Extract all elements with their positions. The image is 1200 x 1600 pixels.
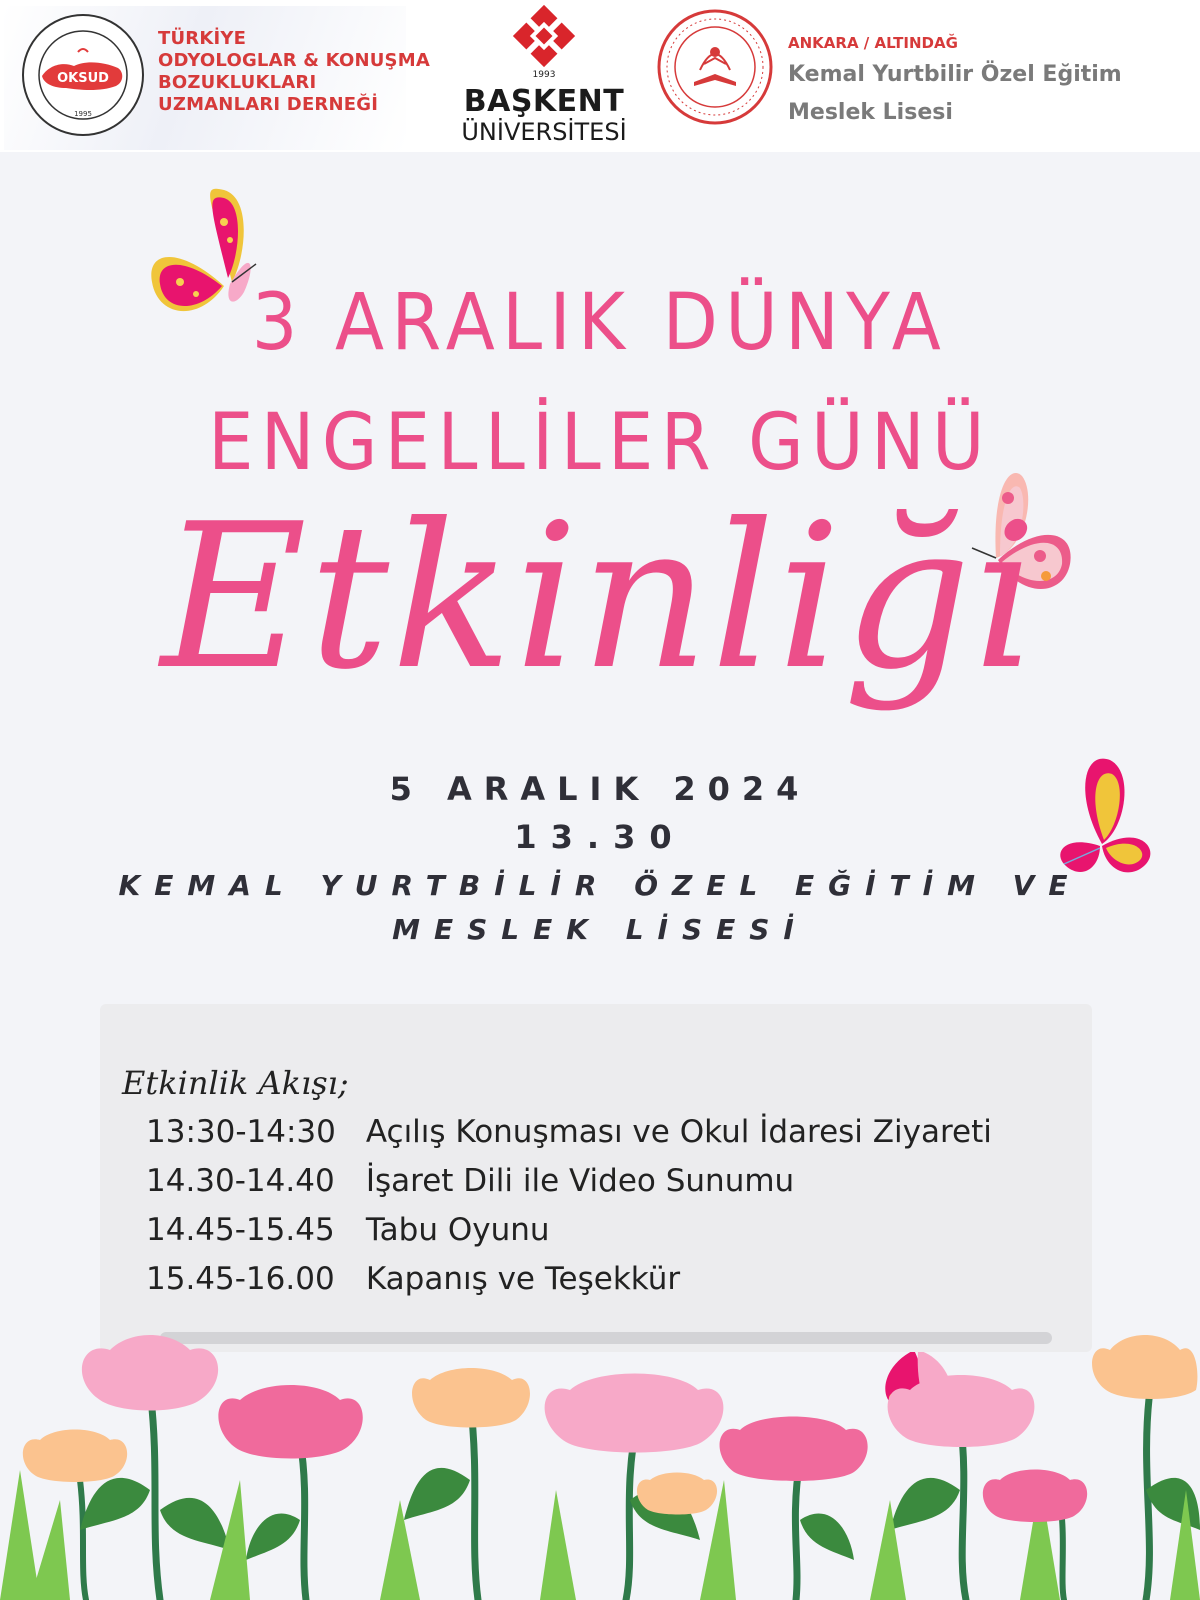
- program-time: 13:30-14:30: [146, 1114, 336, 1150]
- program-time: 14.30-14.40: [146, 1163, 335, 1199]
- event-date: 5 ARALIK 2024: [389, 770, 811, 808]
- oksud-seal-text: OKSUD: [57, 71, 109, 86]
- oksud-name: [158, 28, 430, 116]
- oksud-logo: [4, 6, 430, 150]
- program-time: 14.45-15.45: [146, 1212, 335, 1248]
- oksud-name-line: TÜRKİYE: [158, 28, 247, 49]
- meb-school-name: Kemal Yurtbilir Özel Eğitim Meslek Lisesi: [788, 62, 1122, 125]
- event-venue-line: MESLEK LİSESİ: [392, 913, 808, 946]
- oksud-name-line: UZMANLARI DERNEĞİ: [158, 94, 379, 115]
- program-box: [100, 1004, 1092, 1352]
- program-heading: Etkinlik Akışı;: [122, 1064, 349, 1102]
- program-time: 15.45-16.00: [146, 1261, 335, 1297]
- oksud-seal-year: 1995: [74, 110, 92, 118]
- baskent-name: BAŞKENT: [463, 84, 625, 119]
- meb-seal-icon: [656, 8, 774, 126]
- event-venue: [110, 864, 1090, 952]
- event-time: 13.30: [514, 818, 686, 856]
- program-activity: Kapanış ve Teşekkür: [365, 1261, 681, 1297]
- event-venue-line: KEMAL YURTBİLİR ÖZEL EĞİTİM VE: [118, 869, 1082, 902]
- program-activity: İşaret Dili ile Video Sunumu: [365, 1163, 795, 1199]
- program-item: [146, 1114, 1086, 1163]
- oksud-name-line: ODYOLOGLAR & KONUŞMA: [158, 50, 430, 71]
- meb-city: ANKARA / ALTINDAĞ: [788, 34, 958, 52]
- title-line-1: 3 ARALIK DÜNYA: [251, 278, 949, 368]
- baskent-emblem-icon: [502, 4, 586, 68]
- program-activity: Açılış Konuşması ve Okul İdaresi Ziyareti: [365, 1114, 992, 1150]
- title-line-2: ENGELLİLER GÜNÜ: [208, 398, 992, 488]
- title-script: Etkinliği: [160, 481, 1040, 714]
- program-item: [146, 1212, 1086, 1261]
- baskent-year: 1993: [532, 70, 556, 80]
- program-list: [146, 1114, 1086, 1310]
- program-activity: Tabu Oyunu: [365, 1212, 550, 1248]
- baskent-logo: [458, 4, 630, 150]
- program-item: [146, 1163, 1086, 1212]
- oksud-name-line: BOZUKLUKLARI: [158, 72, 317, 93]
- oksud-seal-icon: [20, 12, 146, 138]
- program-item: [146, 1261, 1086, 1310]
- flower-border-illustration: [0, 1330, 1200, 1600]
- logo-banner: [0, 0, 1200, 152]
- baskent-subtitle: ÜNİVERSİTESİ: [461, 118, 627, 146]
- meb-logo: [652, 4, 1172, 150]
